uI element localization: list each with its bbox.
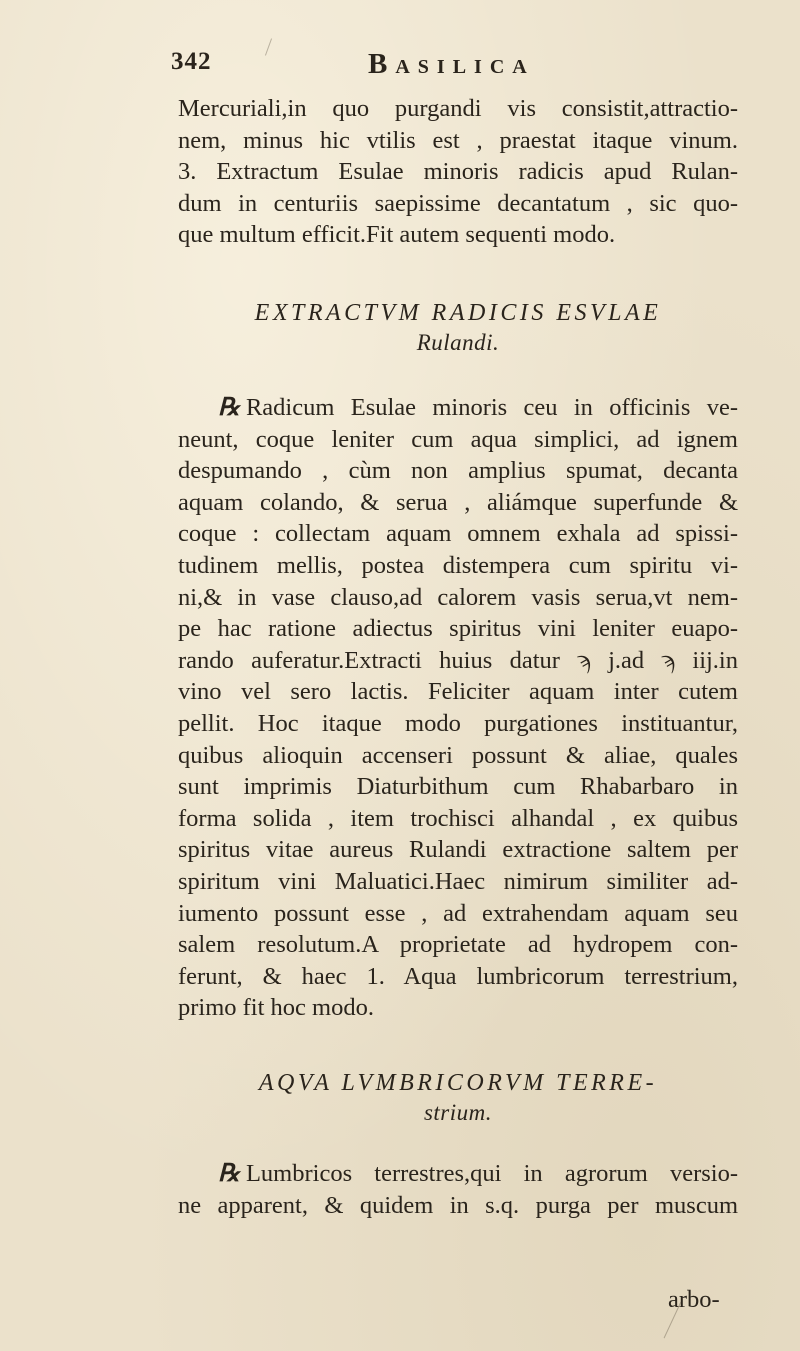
text-line: que multum efficit.Fit autem sequenti modo. [178, 221, 616, 249]
paragraph-2 [178, 392, 738, 1024]
text-line: ne apparent, & quidem in s.q. purga per muscum [178, 1191, 738, 1219]
text-line: Mercuriali,in quo purgandi vis consistit,attractio- [178, 95, 738, 122]
paragraph-3 [178, 1158, 738, 1221]
text-line: ni,& in vase clauso,ad calorem vasis serua,vt nem- [178, 583, 738, 611]
section-heading-aqua [178, 1068, 738, 1128]
text-line: vino vel sero lactis. Feliciter aquam inter cutem [178, 678, 738, 706]
text-line-content: Lumbricos terrestres,qui in agrorum versio- [245, 1160, 738, 1187]
text-line: aquam colando, & serua , aliámque superfunde & [178, 488, 738, 516]
text-line: forma solida , item trochisci alhandal , ex quibus [178, 804, 738, 832]
page-number: 342 [171, 48, 212, 75]
text-line: despumando , cùm non amplius spumat, decanta [178, 457, 738, 485]
text-line: ferunt, & haec 1. Aqua lumbricorum terrestrium, [178, 962, 738, 990]
text-line: tudinem mellis, postea distempera cum spiritu vi- [178, 551, 738, 579]
section-heading-extractum [178, 298, 738, 358]
text-line: sunt imprimis Diaturbithum cum Rhabarbaro in [178, 773, 738, 801]
page-header [171, 30, 691, 90]
text-line: dum in centuriis saepissime decantatum , sic quo- [178, 189, 738, 217]
section-heading-subtitle: strium. [423, 1100, 493, 1125]
section-heading-title: AQVA LVMBRICORVM TERRE- [258, 1070, 658, 1096]
text-line: coque : collectam aquam omnem exhala ad spissi- [178, 520, 738, 548]
recipe-icon: ℞ [218, 394, 240, 421]
text-line: rando auferatur.Extracti huius datur ϡ j.ad ϡ iij.in [178, 646, 738, 674]
text-line: primo fit hoc modo. [178, 994, 374, 1022]
recipe-icon: ℞ [218, 1160, 240, 1187]
section-heading-subtitle: Rulandi. [416, 330, 500, 355]
text-line: salem resolutum.A proprietate ad hydropem con- [178, 931, 738, 959]
text-line: iumento possunt esse , ad extrahendam aquam seu [178, 899, 738, 927]
section-heading-title: EXTRACTVM RADICIS ESVLAE [254, 300, 662, 326]
text-line: pellit. Hoc itaque modo purgationes instituantur, [178, 709, 738, 737]
text-line: spiritum vini Maluatici.Haec nimirum similiter ad- [178, 867, 738, 895]
paragraph-1 [178, 93, 738, 251]
text-line: 3. Extractum Esulae minoris radicis apud Rulan- [178, 158, 738, 186]
text-line: quibus alioquin accenseri possunt & aliae, quales [178, 741, 738, 769]
text-line [178, 392, 738, 424]
text-line: nem, minus hic vtilis est , praestat itaque vinum. [178, 126, 738, 154]
text-line-content: Radicum Esulae minoris ceu in officinis ve- [245, 394, 738, 421]
text-line: pe hac ratione adiectus spiritus vini leniter euapo- [178, 615, 738, 643]
running-title: Basilica [368, 48, 535, 80]
text-line [178, 1158, 738, 1190]
text-line: spiritus vitae aureus Rulandi extractione saltem per [178, 836, 738, 864]
text-line: neunt, coque leniter cum aqua simplici, ad ignem [178, 425, 738, 453]
catchword: arbo- [668, 1286, 720, 1313]
